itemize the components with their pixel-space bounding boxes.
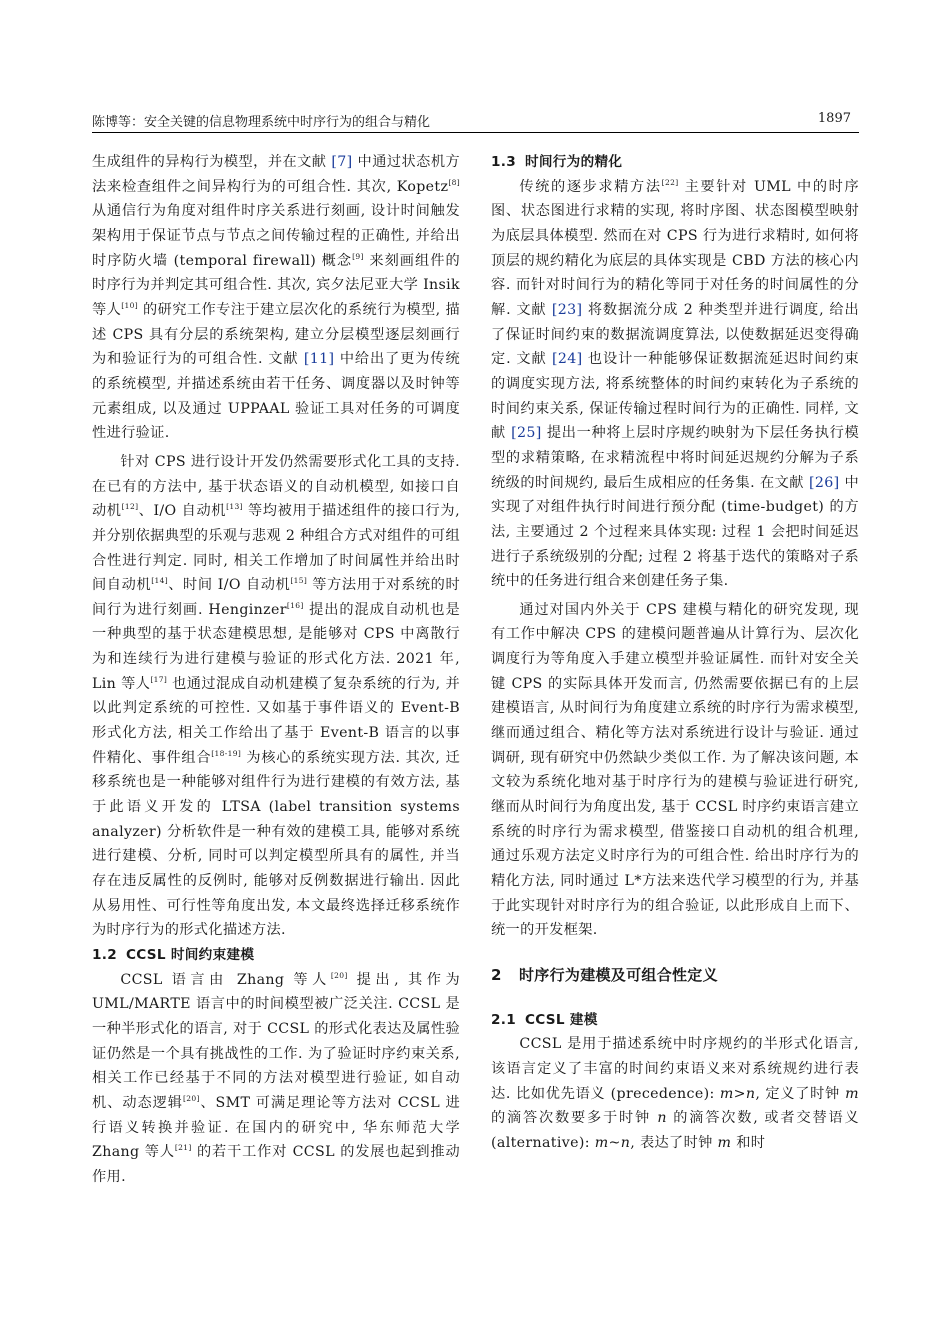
subsection-heading: 2.1 CCSL 建模 (491, 1011, 598, 1028)
citation-sup[interactable]: [15] (290, 576, 308, 586)
paragraph: 针对 CPS 进行设计开发仍然需要形式化工具的支持. 在已有的方法中, 基于状态语义的自动机模型, 如接口自动机[12]、I/O 自动机[13] 等均被用于描述组件的接口行为, 并分别依据典型的乐观与悲观 2 种组合方式对组件的可组合性进行判定. 同时, 相关工作增加了时间属性并给出时间自动机[14]、时间 I/O 自动机[15] 等方法用于对系统的时间行为进行刻画. Henginzer[16] 提出的混成自动机也是一种典型的基于状态建模思想, 是能够对 CPS 中离散行为和连续行为进行建模与验证的形式化方法. 2021 年, Lin 等人[17] 也通过混成自动机建模了复杂系统的行为, 并以此判定系统的可控性. 又如基于事件语义的 Event-B 形式化方法, 相关工作给出了基于 Event-B 语言的以事件精化、事件组合[18-19] 为核心的系统实现方法. 其次, 迁移系统也是一种能够对组件行为进行建模的有效方法, 基于此语义开发的 LTSA (label transition systems analyzer) 分析软件是一种有效的建模工具, 能够对系统进行建模、分析, 同时可以判定模型所具有的属性, 并当存在违反属性的反例时, 能够对反例数据进行输出. 因此从易用性、可行性等角度出发, 本文最终选择迁移系统作为时序行为的形式化描述方法. (92, 453, 461, 939)
page-number: 1897 (817, 111, 851, 126)
running-title: 陈博等：安全关键的信息物理系统中时序行为的组合与精化 (92, 115, 431, 130)
left-column (92, 150, 460, 1190)
citation-sup[interactable]: [20] (182, 1093, 200, 1103)
citation-link[interactable]: [24] (551, 351, 583, 368)
paragraph: CCSL 是用于描述系统中时序规约的半形式化语言, 该语言定义了丰富的时间约束语义来对系统规约进行表达. 比如优先语义 (precedence): m>n, 定义了时钟 m 的滴答次数要多于时钟 n 的滴答次数, 或者交替语义 (alternative): m~n, 表达了时钟 m 和时 (491, 1036, 859, 1151)
citation-link[interactable]: [25] (511, 425, 542, 442)
paragraph: CCSL 语言由 Zhang 等人[20] 提出, 其作为 UML/MARTE 语言中的时间模型被广泛关注. CCSL 是一种半形式化的语言, 对于 CCSL 的形式化表达及属性验证仍然是一个具有挑战性的工作. 为了验证时序约束关系, 相关工作已经基于不同的方法对模型进行验证, 如自动机、动态逻辑[20]、SMT 可满足理论等方法对 CCSL 进行语义转换并验证. 在国内的研究中, 华东师范大学 Zhang 等人[21] 的若干工作对 CCSL 的发展也起到推动作用. (92, 970, 460, 1185)
citation-sup[interactable]: [14] (151, 576, 168, 586)
citation-sup[interactable]: [21] (174, 1143, 192, 1153)
running-header (92, 108, 859, 133)
math-variable: m (717, 1134, 732, 1151)
paragraph: 生成组件的异构行为模型，并在文献 [7] 中通过状态机方法来检查组件之间异构行为的可组合性. 其次, Kopetz[8] 从通信行为角度对组件时序关系进行刻画, 设计时间触发架构用于保证节点与节点之间传输过程的正确性, 并给出时序防火墙 (temporal firewall) 概念[9] 来刻画组件的时序行为并判定其可组合性. 其次, 宾夕法尼亚大学 Insik 等人[10] 的研究工作专注于建立层次化的系统行为模型, 描述 CPS 具有分层的系统架构, 建立分层模型逐层刻画行为和验证行为的可组合性. 文献 [11] 中给出了更为传统的系统模型, 并描述系统由若干任务、调度器以及时钟等元素组成, 以及通过 UPPAAL 验证工具对任务的可调度性进行验证. (92, 154, 461, 442)
citation-sup[interactable]: [17] (150, 674, 168, 684)
paragraph: 传统的逐步求精方法[22] 主要针对 UML 中的时序图、状态图进行求精的实现, 将时序图、状态图模型映射为底层具体模型. 然而在对 CPS 行为进行求精时, 如何将顶层的规约精化为底层的具体实现是 CBD 方法的核心内容. 而针对时间行为的精化等同于对任务的时间属性的分解. 文献 [23] 将数据流分成 2 种类型并进行调度, 给出了保证时间约束的数据流调度算法, 以使数据延迟变得确定. 文献 [24] 也设计一种能够保证数据流延迟时间约束的调度实现方法, 将系统整体的时间约束转化为子系统的时间约束关系, 保证传输过程时间行为的正确性. 同样, 文献 [25] 提出一种将上层时序规约映射为下层任务执行模型的求精策略, 在求精流程中将时间延迟规约分解为子系统级的时间规约, 最后生成相应的任务集. 在文献 [26] 中实现了对组件执行时间进行预分配 (time-budget) 的方法, 主要通过 2 个过程来具体实现: 过程 1 会把时间延迟进行子系统级别的分配; 过程 2 将基于迭代的策略对子系统中的任务进行组合来创建任务子集. (491, 177, 860, 590)
math-expression: m>n (719, 1085, 756, 1102)
right-column (491, 150, 859, 1156)
citation-link[interactable]: [11] (303, 351, 335, 368)
math-variable: m (845, 1085, 859, 1102)
citation-sup[interactable]: [20] (330, 970, 348, 980)
math-expression: m~n (594, 1134, 631, 1151)
citation-sup[interactable]: [13] (226, 502, 243, 512)
citation-link[interactable]: [7] (331, 154, 353, 170)
citation-sup[interactable]: [10] (121, 300, 139, 310)
citation-sup[interactable]: [16] (286, 600, 304, 610)
citation-link[interactable]: [26] (808, 474, 840, 491)
citation-sup[interactable]: [9] (352, 251, 364, 261)
citation-sup[interactable]: [22] (661, 177, 679, 187)
citation-link[interactable]: [23] (551, 301, 583, 318)
citation-sup[interactable]: [18-19] (211, 748, 242, 758)
subsection-heading: 1.2 CCSL 时间约束建模 (92, 947, 255, 963)
section-heading: 2 时序行为建模及可组合性定义 (491, 966, 718, 984)
subsection-heading: 1.3 时间行为的精化 (491, 154, 623, 170)
citation-sup[interactable]: [8] (448, 177, 460, 187)
math-variable: n (657, 1110, 667, 1127)
citation-sup[interactable]: [12] (121, 502, 139, 512)
paragraph: 通过对国内外关于 CPS 建模与精化的研究发现, 现有工作中解决 CPS 的建模问题普遍从计算行为、层次化调度行为等角度入手建立模型并验证属性. 而针对安全关键 CPS 的实际具体开发而言, 仍然需要依据已有的上层建模语言, 从时间行为角度建立系统的时序行为需求模型, 继而通过组合、精化等方法对系统进行设计与验证. 通过调研, 现有研究中仍然缺少类似工作. 为了解决该问题, 本文较为系统化地对基于时序行为的建模与验证进行研究, 继而从时间行为角度出发, 基于 CCSL 时序约束语言建立系统的时序行为需求模型, 借鉴接口自动机的组合机理, 通过乐观方法定义时序行为的可组合性. 给出时序行为的精化方法, 同时通过 L*方法来迭代学习模型的行为, 并基于此实现针对时序行为的组合验证, 以此形成自上而下、统一的开发框架. (491, 601, 859, 939)
